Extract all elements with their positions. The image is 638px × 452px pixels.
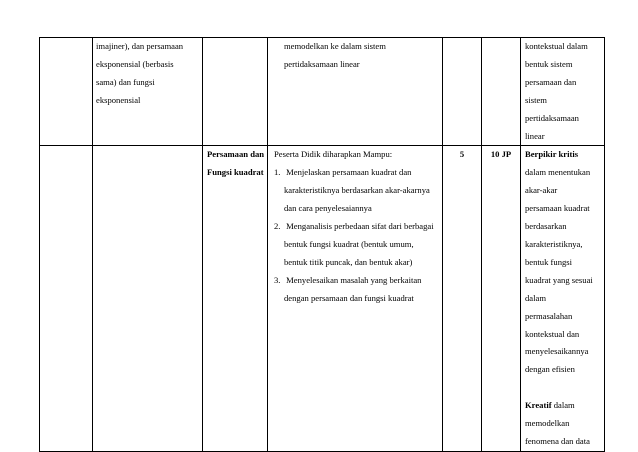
list-text: karakteristiknya berdasarkan akar-akarnya [284, 185, 430, 196]
table-cell [521, 146, 605, 452]
cell-text: imajiner), dan persamaan [96, 41, 184, 51]
objectives-intro: Peserta Didik diharapkan Mampu: [274, 149, 393, 160]
table-cell [268, 38, 443, 146]
cell-text: kontekstual dan [525, 328, 580, 339]
meetings-count: 5 [459, 149, 465, 160]
spacer [525, 379, 604, 397]
cell-text: karakteristiknya, [525, 238, 583, 249]
cell-text: pertidaksamaan linear [284, 58, 360, 69]
list-number: 1. [274, 167, 281, 178]
cell-text: persamaan kuadrat [525, 203, 590, 214]
table-row [40, 146, 605, 452]
list-item [274, 218, 442, 272]
cell-text: dalam menentukan [525, 167, 591, 178]
cell-text: dalam [551, 400, 575, 411]
list-text: Menjelaskan persamaan kuadrat dan [286, 167, 412, 178]
cell-text: memodelkan [525, 418, 570, 429]
cell-text: kuadrat yang sesuai [525, 274, 593, 285]
hours-value: 10 JP [490, 149, 512, 160]
cell-text: persamaan dan [525, 76, 577, 87]
objectives-list [274, 164, 442, 307]
cell-text: memodelkan ke dalam sistem [284, 41, 386, 51]
learning-plan-table [39, 37, 605, 452]
cell-text: fenomena dan data [525, 436, 590, 447]
material-title: Fungsi kuadrat [207, 167, 264, 178]
cell-text: akar-akar [525, 185, 558, 196]
cell-text: bentuk sistem [525, 58, 573, 69]
list-text: Menyelesaikan masalah yang berkaitan [286, 274, 422, 285]
cell-text: linear [525, 130, 545, 141]
profile-title: Berpikir kritis [525, 149, 579, 160]
list-number: 2. [274, 221, 281, 232]
cell-text: dalam [525, 292, 546, 303]
table-cell [482, 38, 521, 146]
list-text: bentuk titik puncak, dan bentuk akar) [284, 256, 413, 267]
table-cell [93, 38, 203, 146]
table-cell [93, 146, 203, 452]
list-number: 3. [274, 274, 281, 285]
profile-title: Kreatif [525, 400, 552, 411]
table-cell [40, 146, 93, 452]
cell-text: menyelesaikannya [525, 346, 589, 357]
cell-text: kontekstual dalam [525, 41, 588, 51]
cell-text: dengan efisien [525, 364, 575, 375]
cell-text: eksponensial [96, 94, 141, 105]
table-cell [268, 146, 443, 452]
table-cell [521, 38, 605, 146]
table-cell [203, 38, 268, 146]
cell-text: berdasarkan [525, 221, 567, 232]
list-text: bentuk fungsi kuadrat (bentuk umum, [284, 238, 414, 249]
cell-text: eksponensial (berbasis [96, 58, 174, 69]
list-text: dengan persamaan dan fungsi kuadrat [284, 292, 414, 303]
table-cell [443, 38, 482, 146]
table-cell [482, 146, 521, 452]
list-text: Menganalisis perbedaan sifat dari berbagai [286, 221, 434, 232]
cell-text: permasalahan [525, 310, 573, 321]
list-item [274, 272, 442, 308]
cell-text: pertidaksamaan [525, 112, 579, 123]
cell-text: sistem [525, 94, 547, 105]
cell-text: bentuk fungsi [525, 256, 573, 267]
list-item [274, 164, 442, 218]
list-text: dan cara penyelesaiannya [284, 203, 372, 214]
table-row [40, 38, 605, 146]
table-cell [443, 146, 482, 452]
table-cell [40, 38, 93, 146]
material-title: Persamaan dan [207, 149, 265, 160]
cell-text: sama) dan fungsi [96, 76, 155, 87]
table-cell [203, 146, 268, 452]
